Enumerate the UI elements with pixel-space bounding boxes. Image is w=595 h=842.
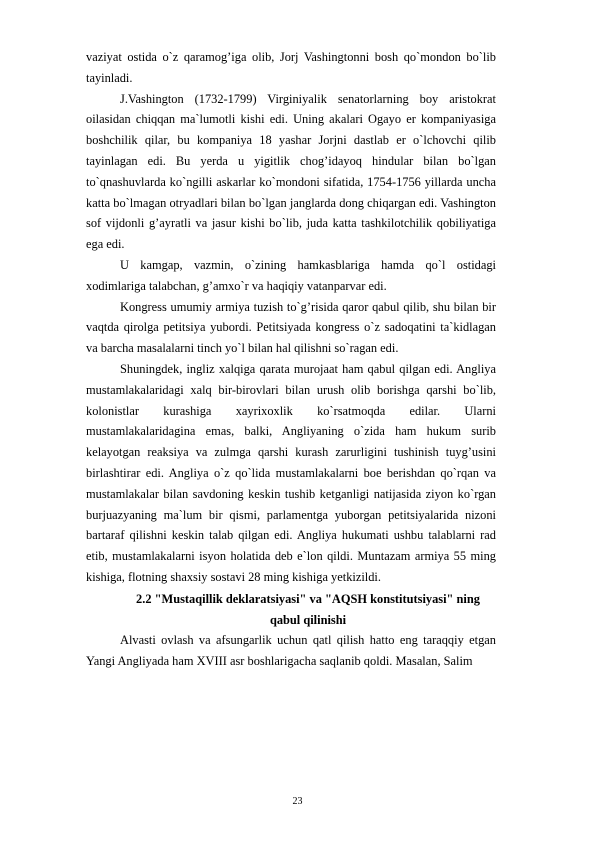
paragraph-congress-petition: Kongress umumiy armiya tuzish to`g’risida qaror qabul qilib, shu bilan bir vaqtda qirolga petitsiya yubordi. Petitsiyada kongress o`z sadoqatini ta`kidlagan va barcha masalalarni tinch yo`l bilan hal qilishni so`ragan edi. xyxy=(86,299,496,356)
paragraph-new-england: Alvasti ovlash va afsungarlik uchun qatl qilish hatto eng taraqqiy etgan Yangi Angliyada ham XVIII asr boshlarigacha saqlanib qoldi. Masalan, Salim xyxy=(86,633,496,669)
paragraph-vashington-bio: J.Vashington (1732-1799) Virginiyalik senatorlarning boy aristokrat oilasidan chiqqan ma`lumotli kishi edi. Uning akalari Ogayo er kompaniyasiga boshchilik qilar, bu kompaniya 18 yashar Jorjni dastlab er o`lchovchi qilib tayinlagan edi. Bu yerda u yigitlik chog’idayoq hindular bilan bo`lgan to`qnashuvlarda ko`ngilli askarlar ko`mondoni sifatida, 1754-1756 yillarda uncha katta bo`lmagan otryadlari bilan bo`lgan janglarda dong chiqargan edi. Vashington sof vijdonli g’ayratli va jasur kishi bo`lib, juda katta tashkilotchilik qobiliyatiga ega edi. xyxy=(86,91,496,252)
section-heading: 2.2 "Mustaqillik deklaratsiyasi" va "AQSH konstitutsiyasi" ning qabul qilinishi xyxy=(136,591,480,627)
paragraph-continuation: vaziyat ostida o`z qaramog’iga olib, Jorj Vashingtonni bosh qo`mondon bo`lib tayinladi. xyxy=(86,50,496,85)
page-number: 23 xyxy=(292,796,303,807)
paragraph-vashington-character: U kamgap, vazmin, o`zining hamkasblariga hamda qo`l ostidagi xodimlariga talabchan, g’amxo`r va haqiqiy vatanparvar edi. xyxy=(86,257,496,293)
paragraph-appeal-to-england: Shuningdek, ingliz xalqiga qarata murojaat ham qabul qilgan edi. Angliya mustamlakalaridagi xalq bir-birovlari bilan urush olib borishga qarshi bo`lib, kolonistlar kurashiga xayrixoxlik ko`rsatmoqda edilar. Ularni mustamlakalaridagina emas, balki, Angliyaning o`zida ham hukum surib kelayotgan reaksiya va zulmga qarshi kurash zarurligini tushinish tuyg’usini birlashtirar edi. Angliya o`z qo`lida mustamlakalarni boe berishdan qo`rqan va mustamlakalar bilan savdoning keskin tushib ketganligi natijasida ziyon ko`rgan burjuazyaning ma`lum bir qismi, parlamentga yuborgan petitsiyalarida nizoni bartaraf qilishni keskin talab qilgan edi. Angliya hukumati ushbu talablarni rad etib, mustamlakalarni isyon holatida deb e`lon qildi. Muntazam armiya 55 ming kishiga, flotning shaxsiy sostavi 28 ming kishiga yetkizildi. xyxy=(86,361,496,584)
body-text xyxy=(86,47,496,672)
